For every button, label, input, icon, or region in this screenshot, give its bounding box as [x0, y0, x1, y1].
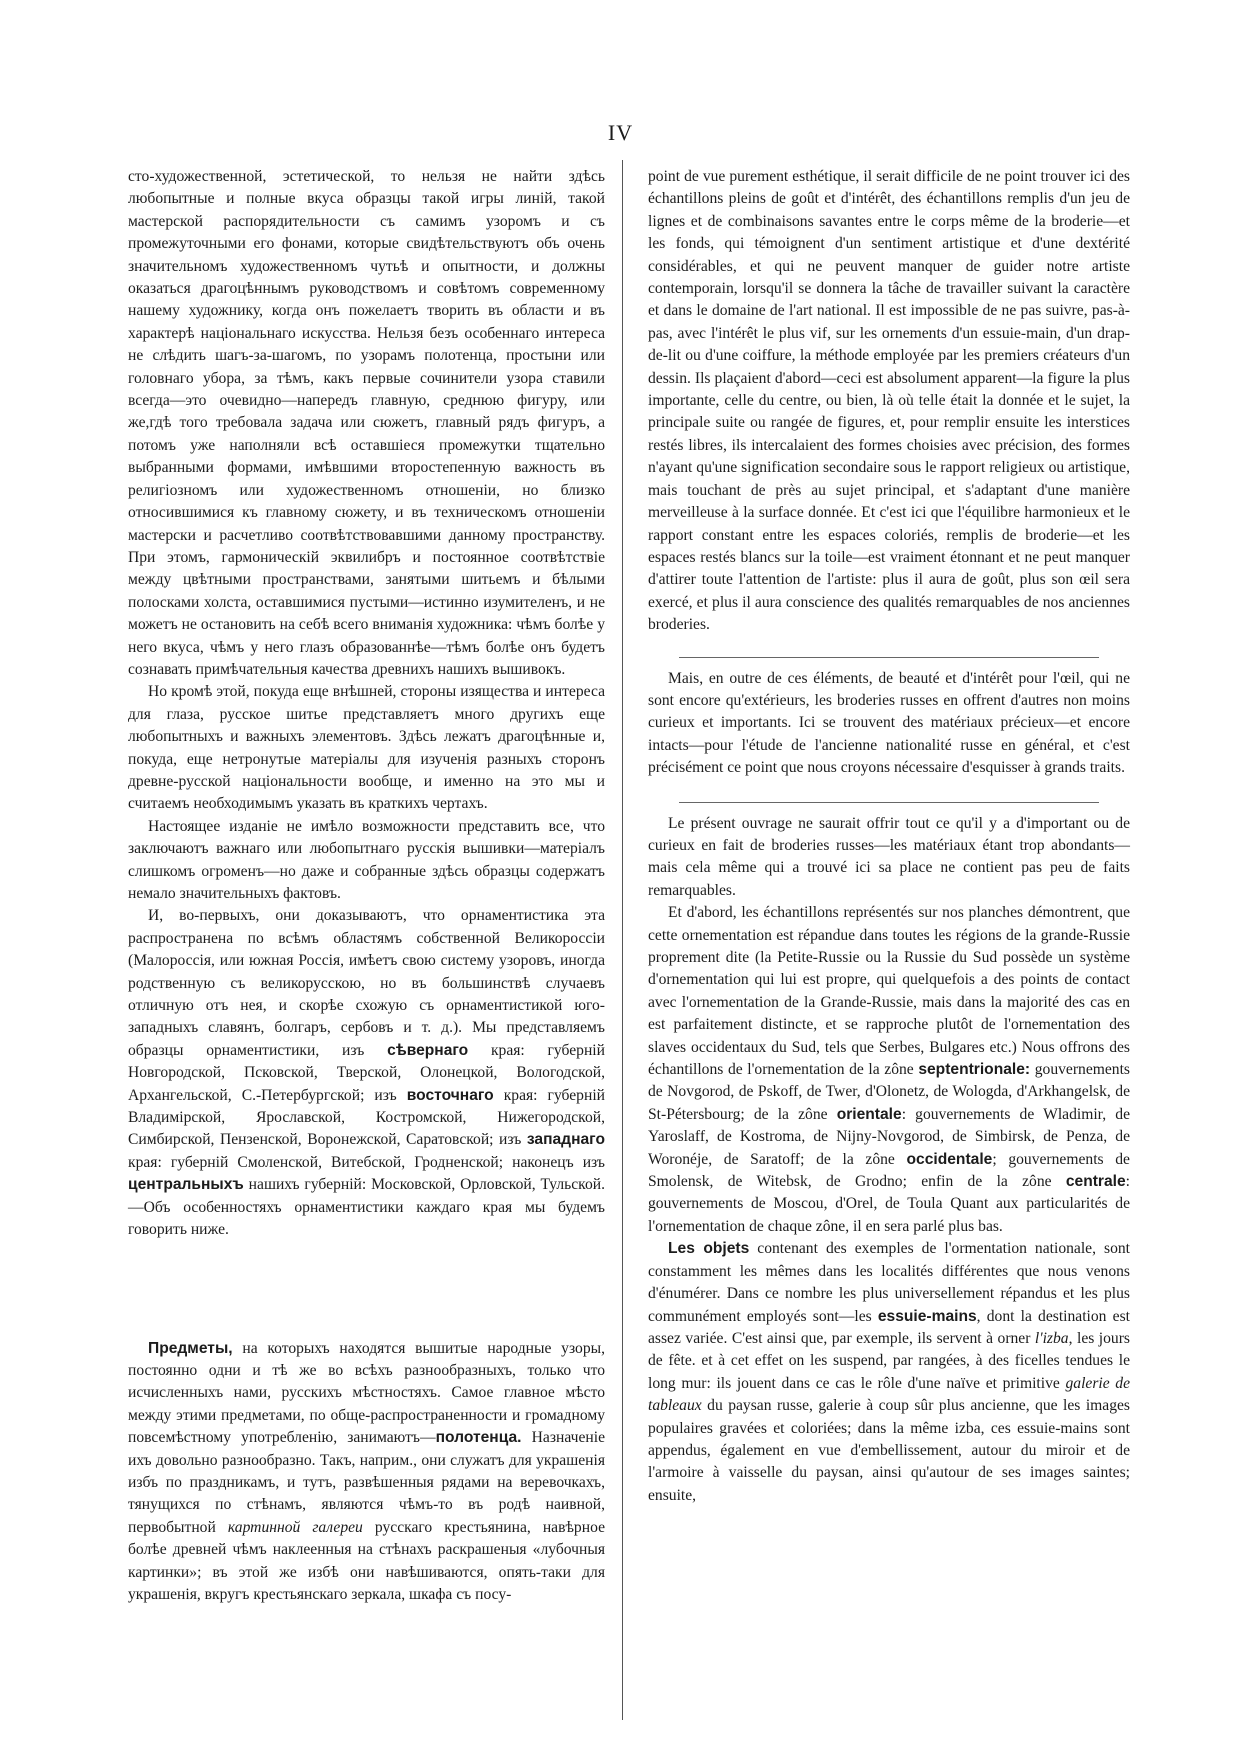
left-p4-text-d: края: губерній Смоленской, Витебской, Гродненской; наконецъ изъ	[128, 1153, 605, 1171]
right-p4-text-a: Et d'abord, les échantillons représentés sur nos planches démontrent, que cette ornementation est répandue dans toutes les régions de la grande-Russie proprement dite (la Petite-Russie ou la Russie du Sud possède un système d'ornementation qui lui est propre, qui quelquefois a des points de contact avec l'ornementation de la Grande-Russie, mais dans la majorité des cas en est parfaitement distincte, et se rapproche plutôt de l'ornementation des slaves occidentaux du Sud, tels que Serbes, Bulgares etc.) Nous offrons des échantillons de l'ornementation de la zône	[648, 904, 1130, 1079]
left-gap	[128, 1242, 605, 1338]
left-p4-text-e: нашихъ губерній: Московской, Орловской, Тульской.—Объ особенностяхъ орнаментистики каждаго края мы будемъ говорить ниже.	[128, 1176, 605, 1239]
right-paragraph-2: Mais, en outre de ces éléments, de beauté et d'intérêt pour l'œil, qui ne sont encore qu'extérieurs, les broderies russes en offrent d'autres non moins curieux et importants. Ici se trouvent des matériaux précieux—et encore intacts—pour l'étude de l'ancienne nationalité russe en général, et c'est précisément ce point que nous croyons nécessaire d'esquisser à grands traits.	[648, 669, 1130, 777]
left-p5-lead: Предметы,	[148, 1339, 233, 1357]
left-p5-text-c: русскаго крестьянина, навѣрное болѣе древней чѣмъ наклеенныя на стѣнахъ раскрашеныя «лубочныя картинки»; въ этой же избѣ они навѣшиваются, опять-таки для украшенія, вкругъ крестьянскаго зеркала, шкафа съ посу-	[128, 1518, 605, 1603]
right-p5-towels: essuie-mains	[877, 1307, 977, 1325]
left-paragraph-3: Настоящее изданіе не имѣло возможности представить все, что заключаютъ важнаго или любопытнаго русскія вышивки—матеріалъ слишкомъ огроменъ—но даже и собранные здѣсь образцы содержатъ немало значительныхъ фактовъ.	[128, 817, 605, 902]
column-divider	[622, 160, 623, 1720]
right-p4-west: occidentale	[906, 1150, 993, 1168]
left-paragraph-1: сто-художественной, эстетической, то нельзя не найти здѣсь любопытные и полные вкуса образцы такой игры линій, такой мастерской распорядительности съ самимъ узоромъ и съ промежуточными его фонами, которые свидѣтельствуютъ объ очень значительномъ художественномъ чутьѣ и опытности, и должны оказаться драгоцѣннымъ руководствомъ и совѣтомъ современному нашему художнику, когда онъ пожелаетъ творить въ области и въ характерѣ національнаго искусства. Нельзя безъ особеннаго интереса не слѣдить шагъ-за-шагомъ, по узорамъ полотенца, простыни или головнаго убора, за тѣмъ, какъ первые сочинители узора ставили всегда—это очевидно—напередъ главную, среднюю фигуру, или же,гдѣ того требовала задача или сюжетъ, главный рядъ фигуръ, а потомъ уже наполняли всѣ оставшіеся промежутки тщательно выбранными формами, имѣвшими второстепенную важность въ религіозномъ или художественномъ отношеніи, но близко относившимися къ главному сюжету, и въ техническомъ отношеніи мастерски и расчетливо соотвѣтствовавшими данному пространству. При этомъ, гармоническій эквилибръ и постоянное соотвѣтствіе между цвѣтными пространствами, занятыми шитьемъ и бѣлыми полосками холста, оставшимися пустыми—истинно изумителенъ, и не можетъ не остановить на себѣ всего вниманія художника: чѣмъ болѣе у него вкуса, чѣмъ у него глазъ образованнѣе—тѣмъ болѣе онъ будетъ сознавать примѣчательныя качества древнихъ нашихъ вышивокъ.	[128, 168, 605, 678]
right-p4-east: orientale	[836, 1105, 902, 1123]
right-p4-text-e: : gouvernements de Moscou, d'Orel, de Toula Quant aux particularités de l'ornementation de chaque zône, il en sera parlé plus bas.	[648, 1173, 1130, 1235]
page-number: IV	[607, 120, 634, 145]
right-p5-text-a: contenant des exemples de l'ormentation nationale, sont constamment les mêmes dans les localités différentes que nous venons d'énumérer. Dans ce nombre les plus universellement répandus et les plus communément employés sont—les	[648, 1240, 1131, 1325]
section-rule-1	[679, 657, 1099, 658]
right-p4-north: septentrionale:	[918, 1061, 1031, 1079]
left-p4-central: центральныхъ	[128, 1176, 244, 1194]
section-rule-2	[679, 802, 1099, 803]
left-p5-towels: полотенца.	[435, 1429, 522, 1447]
left-p4-east: восточнаго	[406, 1086, 494, 1104]
left-paragraph-4	[128, 905, 605, 1241]
right-p5-text-c: , les jours de fête. et à cet effet on les suspend, par rangées, à des ficelles tendues le long mur: ils jouent dans ce cas le rôle d'une naïve et primitive	[648, 1329, 1130, 1392]
right-p5-lead: Les objets	[668, 1240, 750, 1258]
right-p5-gallery: galerie de tableaux	[648, 1374, 1131, 1415]
right-paragraph-3: Le présent ouvrage ne saurait offrir tout ce qu'il y a d'important ou de curieux en fait de broderies russes—les matériaux étant trop abondants—mais cela même qui a trouvé ici sa place ne contient pas peu de faits remarquables.	[648, 814, 1130, 899]
right-p4-text-c: : gouvernements de Wladimir, de Yaroslaff, de Kostroma, de Nijny-Novgorod, de Simbirsk, de Penza, de Woronéje, de Saratoff; de la zône	[648, 1105, 1130, 1168]
left-paragraph-5	[128, 1338, 605, 1607]
right-column-french	[648, 166, 1130, 1507]
right-p4-central: centrale	[1065, 1173, 1126, 1191]
left-p4-text-a: И, во-первыхъ, они доказываютъ, что орнаментистика эта распространена по всѣмъ областямъ собственной Великороссіи (Малороссія, или южная Россія, имѣетъ свою систему узоровъ, иногда родственную съ великорусскою, но въ большинствѣ случаевъ отличную отъ нея, и скорѣе схожую съ орнаментистикой юго-западныхъ славянъ, болгаръ, сербовъ и т. д.). Мы представляемъ образцы орнаментистики, изъ	[128, 907, 605, 1059]
right-paragraph-4	[648, 902, 1130, 1238]
right-paragraph-1: point de vue purement esthétique, il serait difficile de ne point trouver ici des échantillons pleins de goût et d'intérêt, des échantillons remplis d'un jeu de lignes et de combinaisons savantes entre le corps même de la broderie—et les fonds, qui témoignent d'un sentiment artistique et d'une dextérité considérables, et qui ne peuvent manquer de guider notre artiste contemporain, lorsqu'il se donnera la tâche de travailler suivant la caractère et dans le domaine de l'art national. Il est impossible de ne pas suivre, pas-à-pas, avec l'intérêt le plus vif, sur les ornements d'un essuie-main, d'un drap-de-lit ou d'une coiffure, la méthode employée par les premiers créateurs d'un dessin. Ils plaçaient d'abord—ceci est absolument apparent—la figure la plus importante, celle du centre, ou bien, là où telle était la donnée et le sujet, la principale suite ou rangée de figures, et, pour remplir ensuite les interstices restés libres, ils intercalaient des formes choisies avec précision, des formes n'ayant qu'une signification secondaire sous le rapport religieux ou artistique, mais touchant de près au sujet principal, et s'adaptant d'une manière merveilleuse à la surface donnée. Et c'est ici que l'équilibre harmonieux et le rapport constant entre les espaces coloriés, remplis de broderie—et les espaces restés blancs sur la toile—est vraiment étonnant et ne peut manquer d'attirer toute l'attention de l'artiste: plus il aura de goût, plus son œil sera exercé, et plus il aura conscience des qualités remarquables de nos anciennes broderies.	[648, 168, 1130, 634]
right-p5-text-d: du paysan russe, galerie à coup sûr plus ancienne, que les images populaires gravées et coloriées; dans la même izba, ces essuie-mains sont appendus, également en vue d'embellissement, autour du miroir et de l'armoire à vaisselle du paysan, ainsi qu'autour de ses images saintes; ensuite,	[648, 1397, 1130, 1504]
right-p4-text-b: gouvernements de Novgorod, de Pskoff, de Twer, d'Olonetz, de Wologda, d'Arkhangelsk, de St-Pétersbourg; de la zône	[648, 1061, 1130, 1123]
right-p5-izba: l'izba	[1034, 1329, 1069, 1347]
left-p5-text-a: на которыхъ находятся вышитые народные узоры, постоянно одни и тѣ же во всѣхъ разнообразныхъ, только что исчисленныхъ нами, русскихъ мѣстностяхъ. Самое главное мѣсто между этими предметами, по обще-распространенности и громадному повсемѣстному употребленію, занимаютъ—	[128, 1339, 605, 1447]
right-paragraph-5	[648, 1238, 1130, 1507]
left-p4-text-b: края: губерній Новгородской, Псковской, Тверской, Олонецкой, Вологодской, Архангельской, С.-Петербургской; изъ	[128, 1041, 605, 1104]
left-column-russian	[128, 166, 605, 1606]
left-p4-west: западнаго	[526, 1131, 605, 1149]
left-p4-north: сѣвернаго	[387, 1041, 469, 1059]
left-p5-text-b: Назначеніе ихъ довольно разнообразно. Такъ, наприм., они служатъ для украшенія избъ по праздникамъ, и тутъ, развѣшенныя рядами на веревочкахъ, тянущихся по стѣнамъ, являются чѣмъ-то въ родѣ наивной, первобытной	[128, 1429, 605, 1536]
left-p4-text-c: края: губерній Владимірской, Ярославской, Костромской, Нижегородской, Симбирской, Пензенской, Воронежской, Саратовской; изъ	[128, 1086, 606, 1149]
right-p4-text-d: ; gouvernements de Smolensk, de Witebsk, de Grodno; enfin de la zône	[648, 1150, 1130, 1191]
left-paragraph-2: Но кромѣ этой, покуда еще внѣшней, стороны изящества и интереса для глаза, русское шитье представляетъ много другихъ еще любопытныхъ и важныхъ элементовъ. Здѣсь лежатъ драгоцѣнные и, покуда, еще нетронутые матеріалы для изученія разныхъ сторонъ древне-русской національности вообще, и именно на это мы и считаемъ необходимымъ указать въ краткихъ чертахъ.	[128, 683, 605, 813]
left-p5-gallery: картинной галереи	[227, 1518, 363, 1536]
right-p5-text-b: , dont la destination est assez variée. C'est ainsi que, par exemple, ils servent à orner	[648, 1307, 1130, 1347]
